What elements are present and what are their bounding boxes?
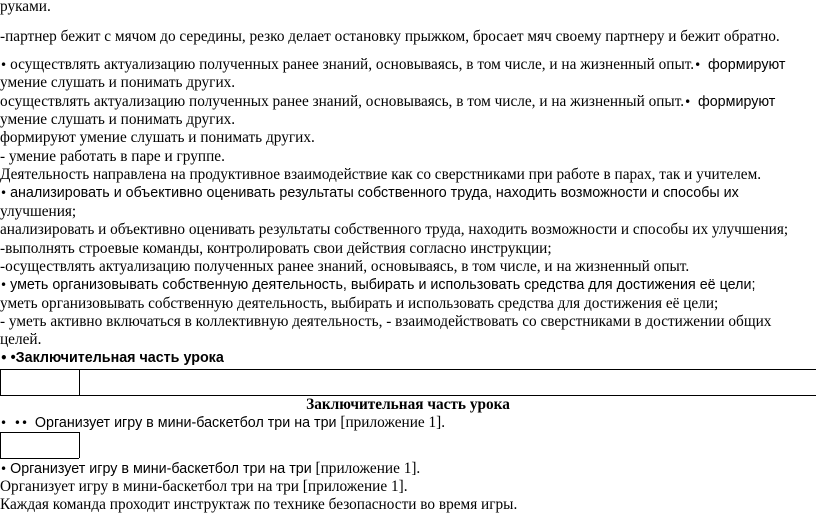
text-line: улучшения; <box>0 203 77 220</box>
bullet-icon: • <box>0 416 8 430</box>
text-line <box>0 93 775 111</box>
text-span: формируют <box>708 57 786 73</box>
table-heading: Заключительная часть урока <box>306 396 510 413</box>
table-border <box>0 369 816 370</box>
text-line <box>0 56 785 74</box>
text-line: умение слушать и понимать других. <box>0 111 236 128</box>
bullet-icon: • <box>684 95 692 109</box>
text-span: осуществлять актуализацию полученных ранее знаний, основываясь, в том числе, и на жизненный опыт. <box>10 56 695 73</box>
text-span: [приложение 1]. <box>340 414 446 431</box>
text-line: целей. <box>0 331 42 348</box>
bullet-icon: • <box>0 462 8 476</box>
text-span: формируют <box>697 94 776 110</box>
text-line: уметь организовывать собственную деятельность, выбирать и использовать средства для достижения её цели; <box>0 295 719 312</box>
text-line <box>0 276 755 294</box>
text-line: Организует игру в мини-баскетбол три на три [приложение 1]. <box>0 478 408 495</box>
bullet-icon: • <box>0 58 8 72</box>
table-border <box>0 458 79 459</box>
text-span: [приложение 1]. <box>315 460 421 477</box>
table-border <box>0 369 1 395</box>
text-span: анализировать и объективно оценивать результаты собственного труда, находить возможности и способы их <box>10 185 739 201</box>
text-line: - уметь активно включаться в коллективную деятельность, - взаимодействовать со сверстниками в достижении общих <box>0 313 772 330</box>
bullet-icon: • <box>0 186 8 200</box>
text-line: -выполнять строевые команды, контролировать свои действия согласно инструкции; <box>0 240 552 257</box>
text-line: руками. <box>0 0 51 15</box>
table-border <box>0 432 1 458</box>
text-line: Каждая команда проходит инструктаж по технике безопасности во время игры. <box>0 496 518 513</box>
text-span: •Заключительная часть урока <box>10 350 224 366</box>
table-border <box>79 432 80 458</box>
text-line: -партнер бежит с мячом до середины, резко делает остановку прыжком, бросает мяч своему партнеру и бежит обратно. <box>0 28 780 45</box>
bullet-icon: •• <box>13 416 29 430</box>
table-border <box>0 432 79 433</box>
text-span: осуществлять актуализацию полученных ранее знаний, основываясь, в том числе, и на жизненный опыт. <box>0 93 685 110</box>
text-line: Деятельность направлена на продуктивное взаимодействие как со сверстниками при работе в парах, так и учителем. <box>0 166 762 183</box>
table-border <box>79 369 80 395</box>
text-line: - умение работать в паре и группе. <box>0 148 225 165</box>
text-line <box>0 184 739 202</box>
text-line <box>0 414 445 432</box>
text-line <box>0 460 420 478</box>
section-heading <box>0 349 224 367</box>
text-line: формируют умение слушать и понимать других. <box>0 129 315 146</box>
text-span: Организует игру в мини-баскетбол три на три <box>34 415 337 431</box>
text-line: анализировать и объективно оценивать результаты собственного труда, находить возможности и способы их улучшения; <box>0 221 789 238</box>
text-span: Организует игру в мини-баскетбол три на три <box>10 461 312 477</box>
text-line: умение слушать и понимать других. <box>0 74 236 91</box>
bullet-icon: • <box>0 278 8 292</box>
bullet-icon: • <box>694 58 702 72</box>
text-line: -осуществлять актуализацию полученных ранее знаний, основываясь, в том числе, и на жизненный опыт. <box>0 258 690 275</box>
bullet-icon: • <box>0 351 8 365</box>
text-span: уметь организовывать собственную деятельность, выбирать и использовать средства для достижения её цели; <box>10 277 756 293</box>
